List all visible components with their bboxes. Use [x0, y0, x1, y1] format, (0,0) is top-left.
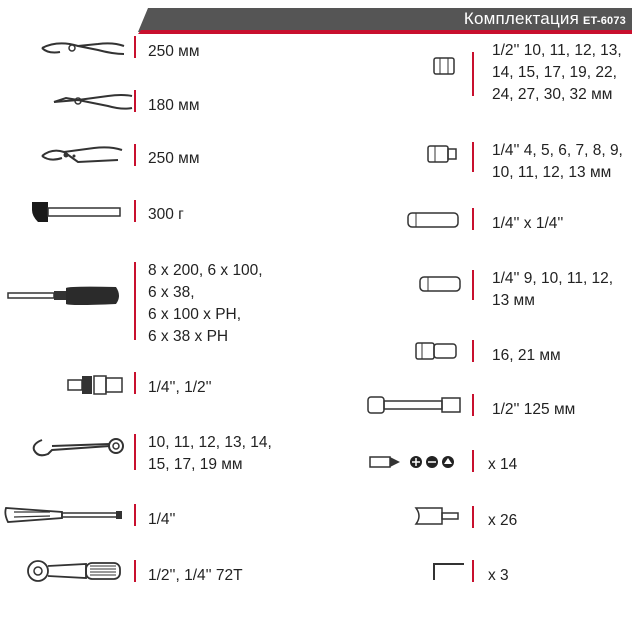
item-text: x 3 [488, 567, 509, 584]
item-text: 8 x 200, 6 x 100, 6 x 38, 6 x 100 x PH, 6 x 38 x PH [148, 262, 263, 345]
list-item-bit-adapter [320, 206, 640, 240]
item-text: x 14 [488, 456, 518, 473]
list-item-spark-plug-sockets [320, 338, 640, 372]
list-item-combination-wrenches [0, 430, 320, 480]
list-item-ratchet-handle [0, 556, 320, 590]
divider [134, 560, 136, 582]
bit-holder-icon [412, 504, 462, 528]
list-item-universal-joint [0, 370, 320, 404]
item-text: 250 мм [148, 43, 200, 60]
header-title-text: Комплектация [463, 9, 580, 28]
divider [472, 506, 474, 528]
header-title [464, 9, 626, 29]
list-item-sockets-quarter-inch [320, 138, 640, 188]
item-text: 1/4'' [148, 511, 176, 528]
universal-joint-icon [64, 372, 128, 398]
divider [472, 52, 474, 96]
ratchet-handle-icon [26, 558, 126, 584]
screwdriver-icon [6, 284, 124, 308]
divider [472, 394, 474, 416]
list-item-screwdriver-bits [320, 448, 640, 482]
list-item-hammer [0, 196, 320, 230]
divider [134, 372, 136, 394]
divider [472, 450, 474, 472]
list-item-bit-holders [320, 504, 640, 538]
bit-adapter-icon [406, 210, 462, 230]
locking-pliers-icon [38, 144, 128, 170]
extension-bar-icon [366, 394, 466, 416]
divider [134, 262, 136, 340]
divider [134, 434, 136, 470]
divider [134, 90, 136, 112]
item-text: 1/2'' 10, 11, 12, 13, 14, 15, 17, 19, 22, 24, 27, 30, 32 мм [492, 42, 622, 103]
model-number: ET-6073 [583, 15, 626, 27]
list-item-hex-keys [320, 556, 640, 590]
hex-key-icon [430, 560, 470, 584]
divider [134, 504, 136, 526]
socket-quarter-inch-icon [426, 144, 460, 164]
divider [134, 36, 136, 58]
item-text: 16, 21 мм [492, 347, 561, 364]
item-text: 180 мм [148, 97, 200, 114]
item-text: 1/4'', 1/2'' [148, 379, 212, 396]
item-text: 10, 11, 12, 13, 14, 15, 17, 19 мм [148, 434, 272, 473]
divider [472, 560, 474, 582]
combination-wrench-icon [30, 436, 126, 460]
socket-half-inch-icon [432, 56, 458, 76]
combination-pliers-icon [48, 90, 138, 114]
divider [472, 208, 474, 230]
divider [472, 270, 474, 300]
list-item-slip-joint-pliers [0, 34, 320, 68]
spark-plug-socket-icon [414, 340, 460, 362]
divider [134, 200, 136, 222]
item-text: 1/2'', 1/4'' 72T [148, 567, 243, 584]
item-text: 1/4'' x 1/4'' [492, 215, 564, 232]
list-item-locking-pliers [0, 142, 320, 176]
list-item-deep-sockets [320, 266, 640, 316]
deep-socket-icon [418, 274, 464, 294]
item-text: 300 г [148, 206, 184, 223]
divider [472, 340, 474, 362]
item-text: 1/4'' 4, 5, 6, 7, 8, 9, 10, 11, 12, 13 мм [492, 142, 623, 181]
divider [134, 144, 136, 166]
list-item-combination-pliers [0, 88, 320, 122]
item-text: x 26 [488, 512, 518, 529]
item-text: 1/4'' 9, 10, 11, 12, 13 мм [492, 270, 614, 309]
list-item-screwdrivers [0, 258, 320, 348]
spinner-handle-icon [2, 502, 126, 528]
item-text: 250 мм [148, 150, 200, 167]
screwdriver-bits-icon [368, 452, 464, 472]
list-item-extension-bar [320, 392, 640, 426]
list-item-spinner-handle [0, 500, 320, 534]
slip-joint-pliers-icon [38, 38, 128, 62]
item-text: 1/2'' 125 мм [492, 401, 576, 418]
list-item-sockets-half-inch [320, 38, 640, 110]
hammer-icon [28, 200, 124, 226]
divider [472, 142, 474, 172]
